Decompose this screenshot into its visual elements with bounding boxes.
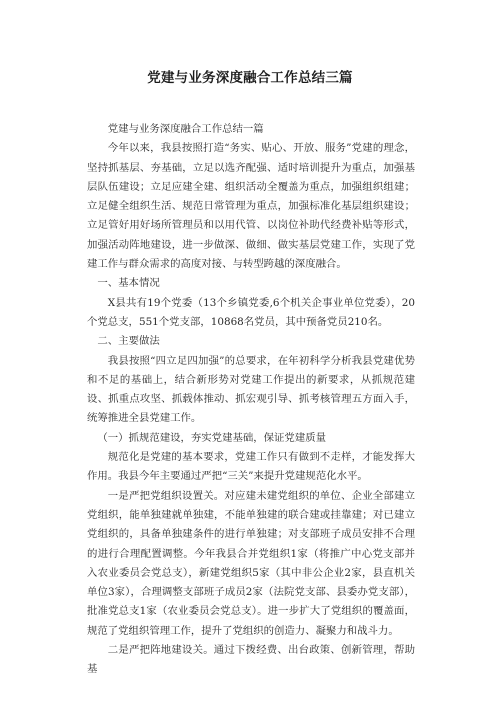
paragraph: 规范化是党建的基本要求，党建工作只有做到不走样，才能发挥大作用。我县今年主要通过严把“三关”来提升党建规范化水平。 [87, 451, 415, 483]
paragraph: 今年以来，我县按照打造“务实、贴心、开放、服务”党建的理念，坚持抓基层、夯基础，立足以选齐配强、适时培训提升为重点，加强基层队伍建设；立足应建全建、组织活动全覆盖为重点，加强组织组建；立足健全组织生活、规范日常管理为重点，加强标准化基层组织建设；立足管好用好场所管理员和以用代管、以岗位补助代经费补贴等形式，加强活动阵地建设，进一步做深、做细、做实基层党建工作，实现了党建工作与群众需求的高度对接、与转型跨越的深度融合。 [87, 142, 415, 271]
section-heading: 二、主要做法 [97, 335, 160, 348]
section-heading: 一、基本情况 [97, 277, 160, 290]
paragraph: 我县按照“四立足四加强”的总要求，在年初科学分析我县党建优势和不足的基础上，结合新形势对党建工作提出的新要求，从抓规范建设、抓重点攻坚、抓载体推动、抓宏观引导、抓考核管理五方面入手，统筹推进全县党建工作。 [87, 354, 415, 425]
document-title: 党建与业务深度融合工作总结三篇 [147, 70, 353, 86]
subsection-heading: （一）抓规范建设，夯实党建基础，保证党建质量 [97, 431, 326, 444]
paragraph: 一是严把党组织设置关。对应建未建党组织的单位、企业全部建立党组织，能单独建就单独建，不能单独建的联合建或挂靠建；对已建立党组织的，具备单独建条件的进行单独建；对支部班子成员安排不合理的进行合理配置调整。今年我县合并党组织1家（将推广中心党支部并入农业委员会党总支），新建党组织5家（其中非公企业2家，县直机关单位3家），合理调整支部班子成员2家（法院党支部、县委办党支部），批准党总支1家（农业委员会党总支）。进一步扩大了党组织的覆盖面，规范了党组织管理工作，提升了党组织的创造力、凝聚力和战斗力。 [87, 489, 415, 637]
sub-title: 党建与业务深度融合工作总结一篇 [107, 123, 264, 135]
paragraph: X县共有19个党委（13个乡镇党委,6个机关企事业单位党委），20个党总支，551个党支部，10868名党员，其中预备党员210名。 [87, 296, 415, 328]
document-body [87, 120, 415, 680]
paragraph: 二是严把阵地建设关。通过下拨经费、出台政策、创新管理，帮助基 [87, 644, 415, 676]
